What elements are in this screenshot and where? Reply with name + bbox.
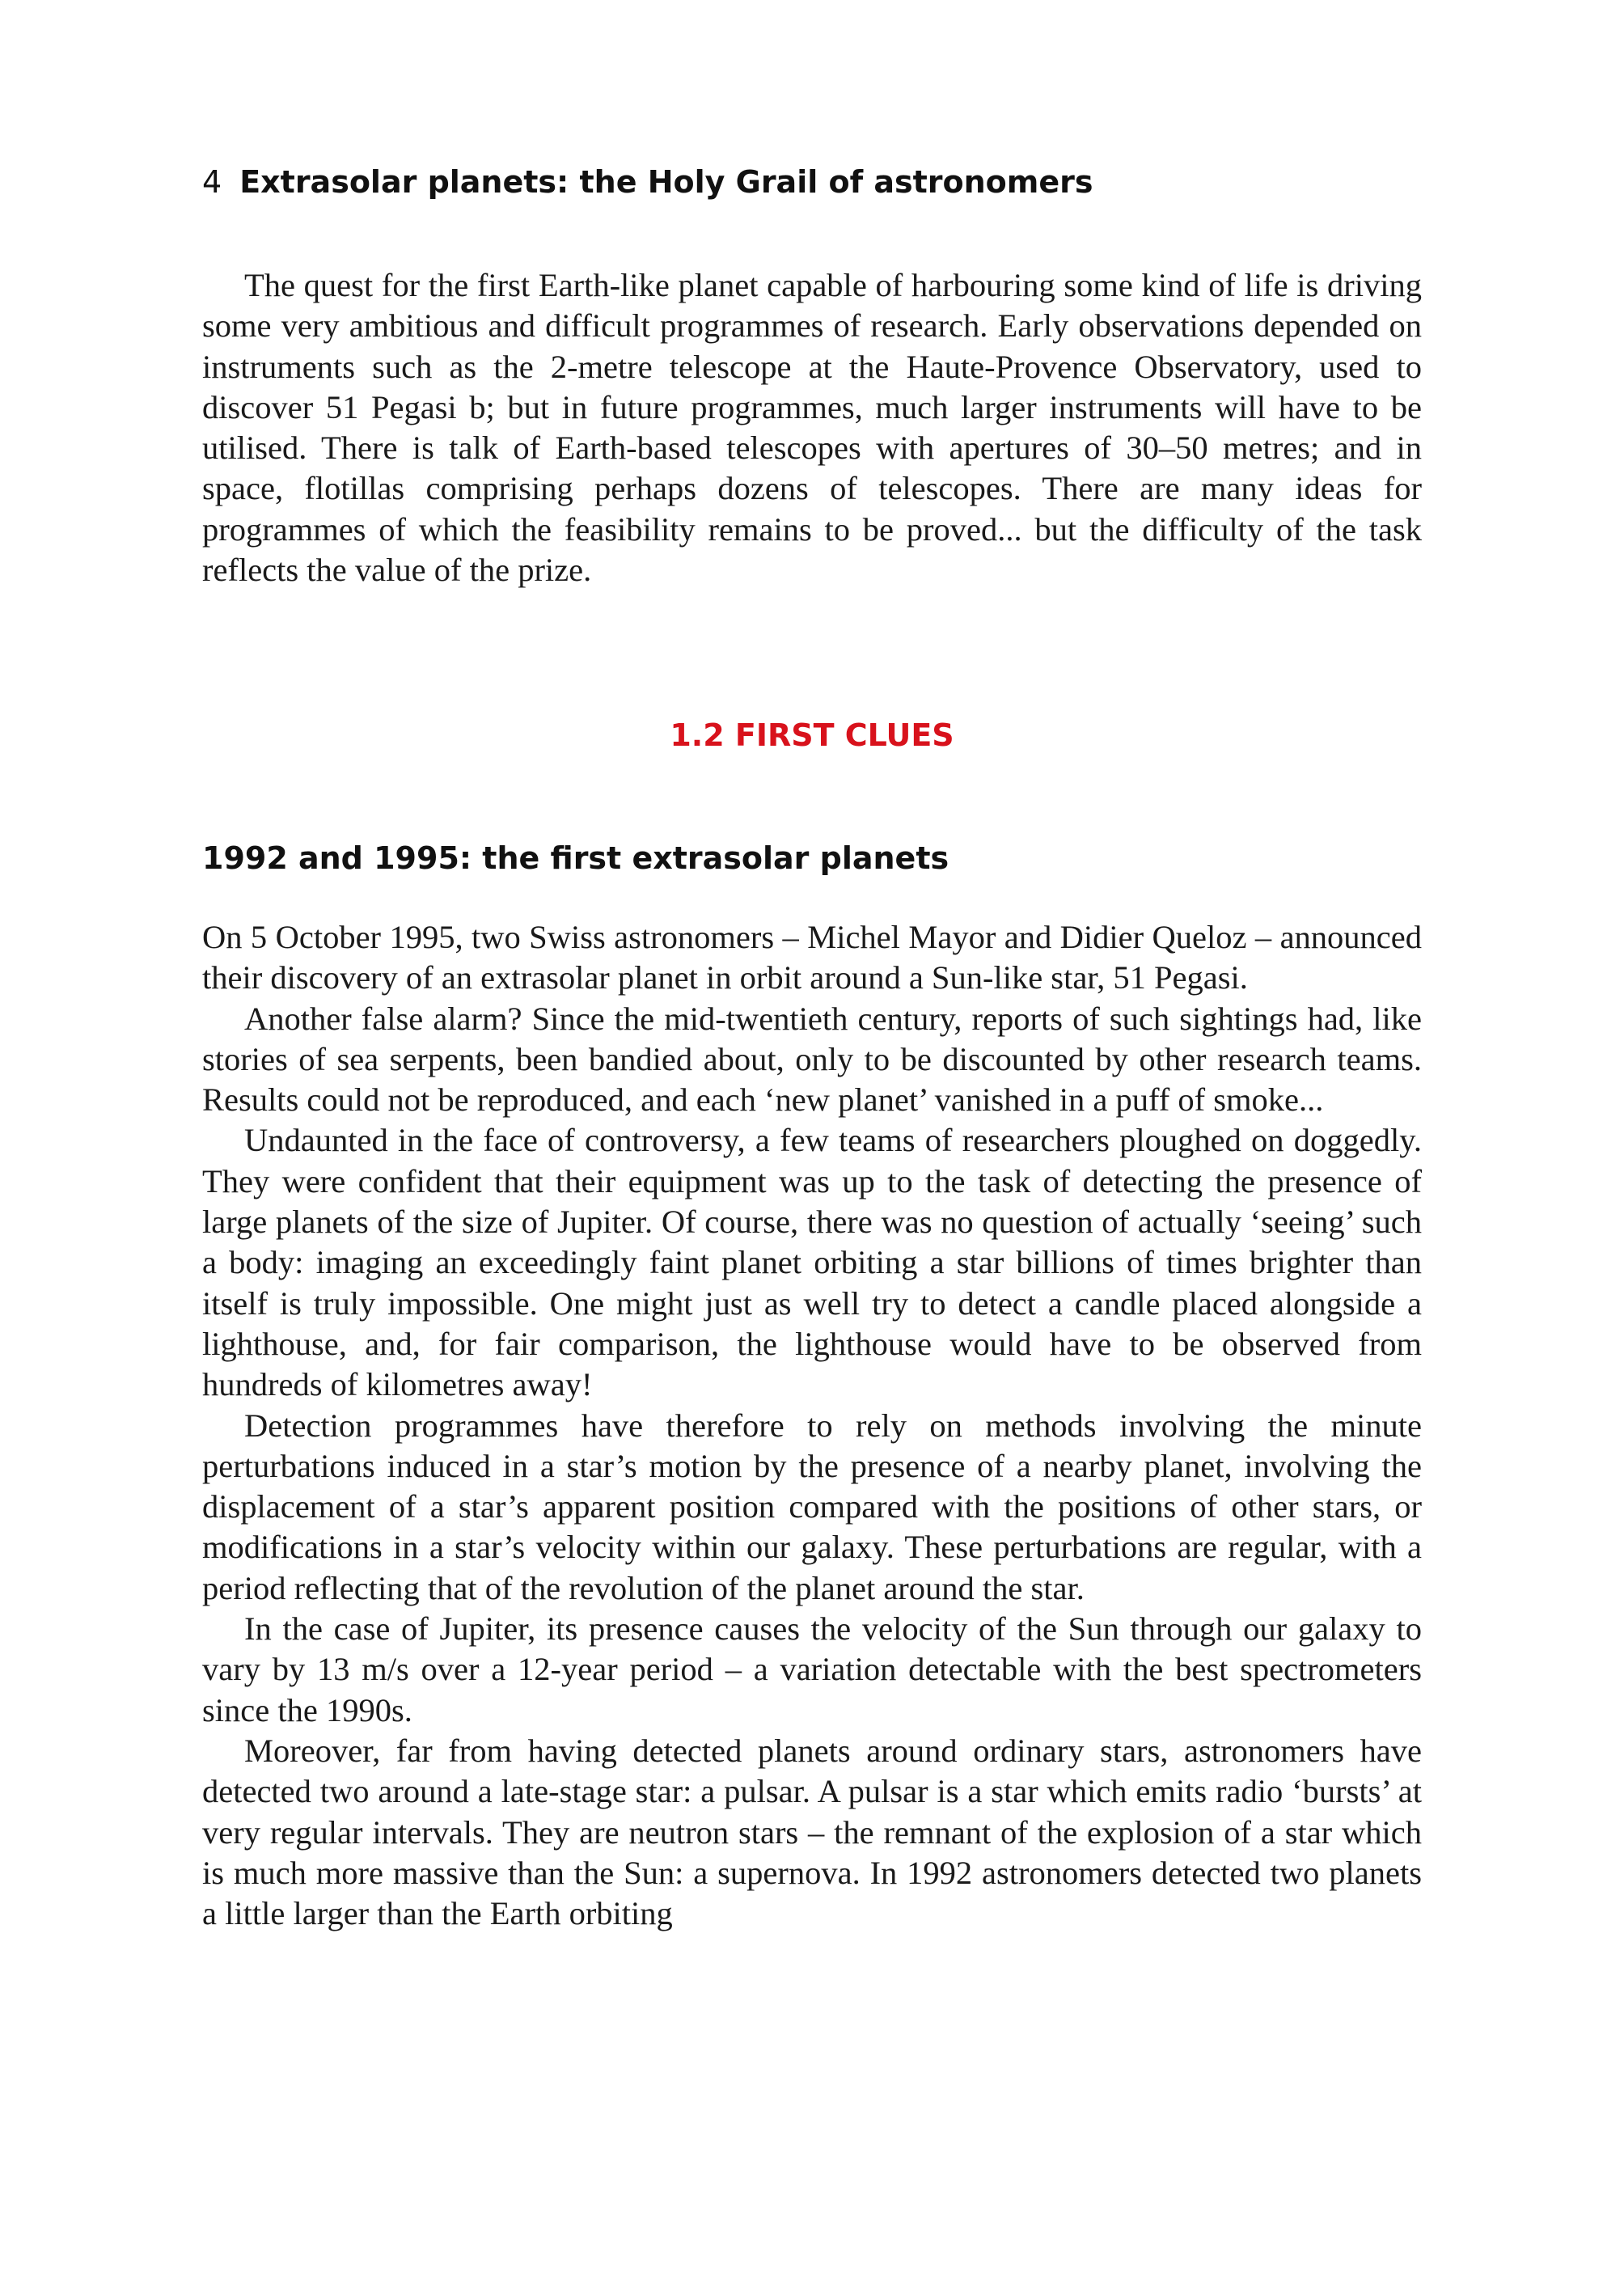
- subsection-heading: 1992 and 1995: the first extrasolar planets: [202, 840, 949, 876]
- chapter-title: Extrasolar planets: the Holy Grail of astronomers: [239, 164, 1093, 200]
- body-text-block: [202, 917, 1422, 1934]
- running-head: [202, 162, 1093, 202]
- body-paragraph: On 5 October 1995, two Swiss astronomers – Michel Mayor and Didier Queloz – announced their discovery of an extrasolar planet in orbit around a Sun-like star, 51 Pegasi.: [202, 919, 1422, 996]
- body-paragraph: In the case of Jupiter, its presence causes the velocity of the Sun through our galaxy to vary by 13 m/s over a 12-year period – a variation detectable with the best spectrometers since the 1990s.: [202, 1610, 1422, 1728]
- page-number: 4: [202, 164, 222, 200]
- intro-text-block: [202, 265, 1422, 590]
- intro-paragraph: The quest for the first Earth-like planet capable of harbouring some kind of life is driving some very ambitious and difficult programmes of research. Early observations depended on instruments such as the 2-metre telescope at the Haute-Provence Observatory, used to discover 51 Pegasi b; but in future programmes, much larger instruments will have to be utilised. There is talk of Earth-based telescopes with apertures of 30–50 metres; and in space, flotillas comprising perhaps dozens of telescopes. There are many ideas for programmes of which the feasibility remains to be proved... but the difficulty of the task reflects the value of the prize.: [202, 267, 1422, 589]
- body-paragraph: Another false alarm? Since the mid-twentieth century, reports of such sightings had, like stories of sea serpents, been bandied about, only to be discounted by other research teams. Results could not be reproduced, and each ‘new planet’ vanished in a puff of smoke...: [202, 1000, 1422, 1119]
- section-heading: 1.2 FIRST CLUES: [670, 717, 954, 753]
- body-paragraph: Undaunted in the face of controversy, a few teams of researchers ploughed on doggedly. They were confident that their equipment was up to the task of detecting the presence of large planets of the size of Jupiter. Of course, there was no question of actually ‘seeing’ such a body: imaging an exceedingly faint planet orbiting a star billions of times brighter than itself is truly impossible. One might just as well try to detect a candle placed alongside a lighthouse, and, for fair comparison, the lighthouse would have to be observed from hundreds of kilometres away!: [202, 1122, 1422, 1403]
- body-paragraph: Moreover, far from having detected planets around ordinary stars, astronomers have detected two around a late-stage star: a pulsar. A pulsar is a star which emits radio ‘bursts’ at very regular intervals. They are neutron stars – the remnant of the explosion of a star which is much more massive than the Sun: a supernova. In 1992 astronomers detected two planets a little larger than the Earth orbiting: [202, 1732, 1422, 1932]
- body-paragraph: Detection programmes have therefore to rely on methods involving the minute perturbations induced in a star’s motion by the presence of a nearby planet, involving the displacement of a star’s apparent position compared with the positions of other stars, or modifications in a star’s velocity within our galaxy. These perturbations are regular, with a period reflecting that of the revolution of the planet around the star.: [202, 1407, 1422, 1606]
